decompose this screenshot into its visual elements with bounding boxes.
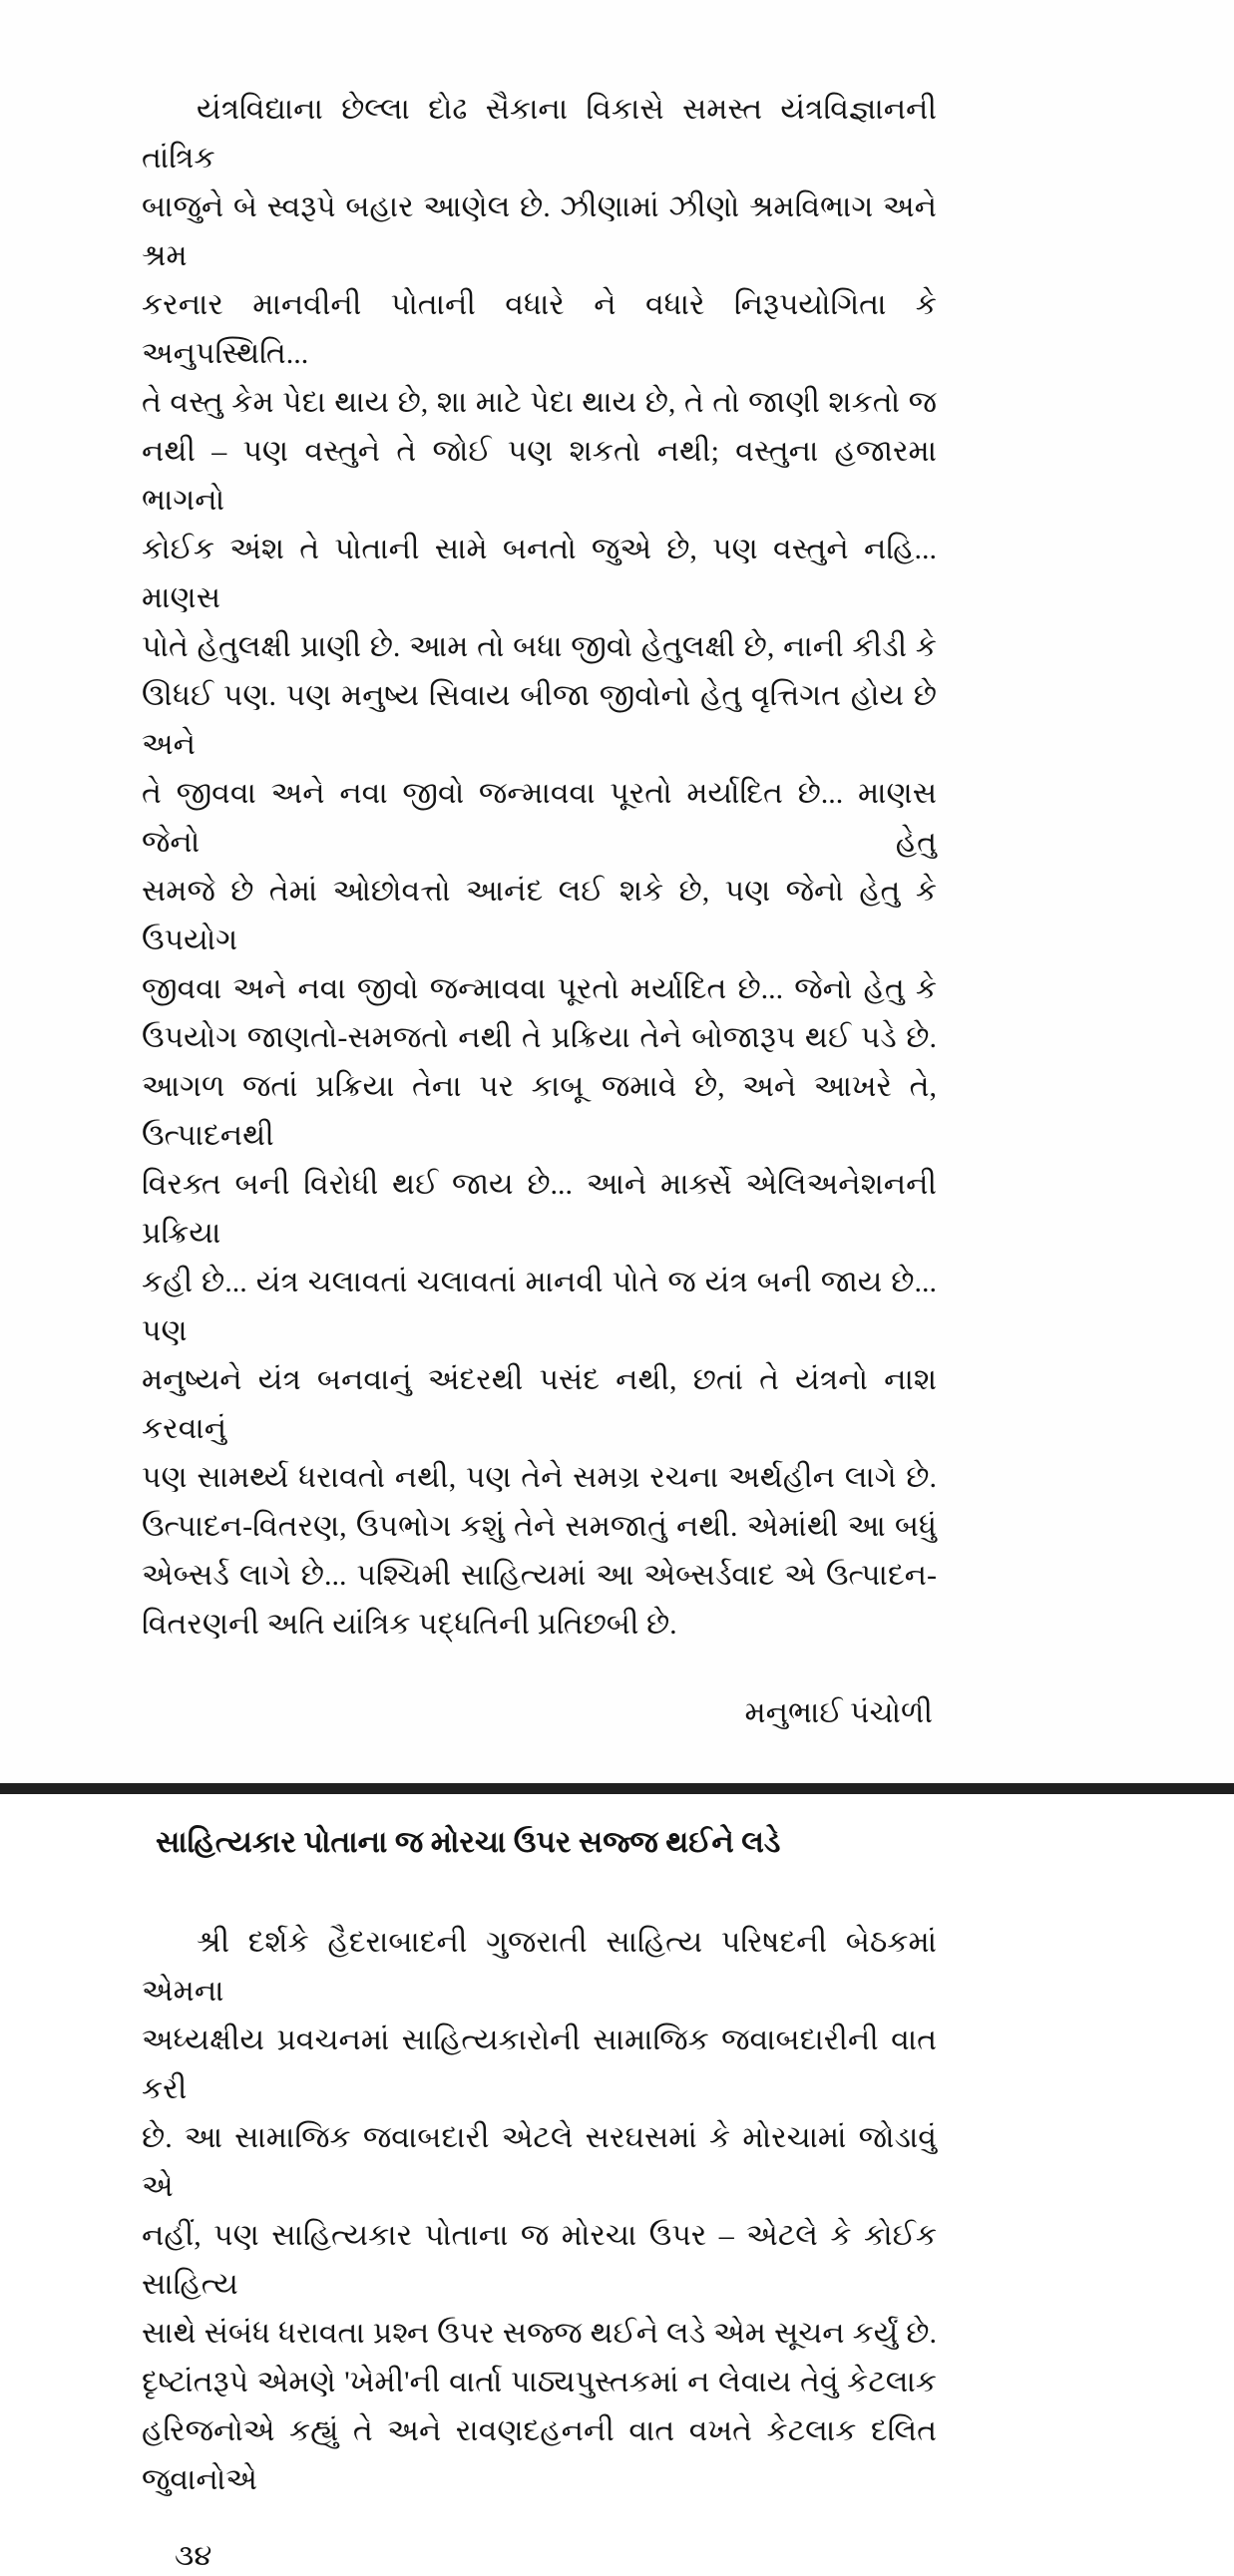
section-line: દૃષ્ટાંતરૂપે એમણે 'ખેમી'ની વાર્તા પાઠ્યપુસ્તકમાં ન લેવાય તેવું કેટલાક <box>142 2366 937 2398</box>
page-number: ૩૪ <box>175 2540 212 2572</box>
quote-line: સમજે છે તેમાં ઓછોવત્તો આનંદ લઈ શકે છે, પણ જેનો હેતુ કે ઉપયોગ <box>142 875 937 956</box>
quote-line: ઉત્પાદન-વિતરણ, ઉપભોગ કશું તેને સમજાતું નથી. એમાંથી આ બધું <box>142 1510 937 1543</box>
quote-line: ઉપયોગ જાણતો-સમજતો નથી તે પ્રક્રિયા તેને બોજારૂપ થઈ પડે છે. <box>142 1021 937 1054</box>
quote-paragraph <box>142 85 937 1649</box>
quote-line: મનુષ્યને યંત્ર બનવાનું અંદરથી પસંદ નથી, છતાં તે યંત્રનો નાશ કરવાનું <box>142 1363 937 1445</box>
quote-line: નથી – પણ વસ્તુને તે જોઈ પણ શકતો નથી; વસ્તુના હજારમા ભાગનો <box>142 435 937 517</box>
quote-line: પોતે હેતુલક્ષી પ્રાણી છે. આમ તો બધા જીવો હેતુલક્ષી છે, નાની કીડી કે <box>142 630 937 663</box>
quote-line: યંત્રવિદ્યાના છેલ્લા દોઢ સૈકાના વિકાસે સમસ્ત યંત્રવિજ્ઞાનની તાંત્રિક <box>142 93 937 175</box>
quote-line: વિતરણની અતિ યાંત્રિક પદ્ધતિની પ્રતિછબી છે. <box>142 1608 677 1641</box>
text-block <box>142 85 937 2576</box>
quote-line: તે જીવવા અને નવા જીવો જન્માવવા પૂરતો મર્યાદિત છે... માણસ જેનો હેતુ <box>142 777 937 859</box>
quote-line: કરનાર માનવીની પોતાની વધારે ને વધારે નિરૂપયોગિતા કે અનુપસ્થિતિ... <box>142 288 937 370</box>
quote-line: આગળ જતાં પ્રક્રિયા તેના પર કાબૂ જમાવે છે, અને આખરે તે, ઉત્પાદનથી <box>142 1070 937 1152</box>
quote-line: એબ્સર્ડ લાગે છે... પશ્ચિમી સાહિત્યમાં આ એબ્સર્ડવાદ એ ઉત્પાદન- <box>142 1559 937 1592</box>
section-line: અધ્યક્ષીય પ્રવચનમાં સાહિત્યકારોની સામાજિક જવાબદારીની વાત કરી <box>142 2024 937 2105</box>
section-line: હરિજનોએ કહ્યું તે અને રાવણદહનની વાત વખતે કેટલાક દલિત જુવાનોએ <box>142 2414 937 2496</box>
section-line: શ્રી દર્શકે હૈદરાબાદની ગુજરાતી સાહિત્ય પરિષદની બેઠકમાં એમના <box>142 1926 937 2008</box>
quote-line: વિરક્ત બની વિરોધી થઈ જાય છે... આને માર્ક્સે એલિઅનેશનની પ્રક્રિયા <box>142 1168 937 1250</box>
quote-line: કોઈક અંશ તે પોતાની સામે બનતો જુએ છે, પણ વસ્તુને નહિ... માણસ <box>142 533 937 614</box>
section-heading: સાહિત્યકાર પોતાના જ મોરચા ઉપર સજ્જ થઈને લડે <box>156 1826 781 1859</box>
quote-line: બાજુને બે સ્વરૂપે બહાર આણેલ છે. ઝીણામાં ઝીણો શ્રમવિભાગ અને શ્રમ <box>142 190 937 272</box>
quote-line: તે વસ્તુ કેમ પેદા થાય છે, શા માટે પેદા થાય છે, તે તો જાણી શકતો જ <box>142 386 937 419</box>
section-line: નહીં, પણ સાહિત્યકાર પોતાના જ મોરચા ઉપર – એટલે કે કોઈક સાહિત્ય <box>142 2219 937 2301</box>
quote-line: પણ સામર્થ્ય ધરાવતો નથી, પણ તેને સમગ્ર રચના અર્થહીન લાગે છે. <box>142 1461 937 1494</box>
quote-attribution: મનુભાઈ પંચોળી <box>744 1696 933 1729</box>
section-line: સાથે સંબંધ ધરાવતા પ્રશ્ન ઉપર સજ્જ થઈને લડે એમ સૂચન કર્યું છે. <box>142 2317 937 2350</box>
quote-line: કહી છે... યંત્ર ચલાવતાં ચલાવતાં માનવી પોતે જ યંત્ર બની જાય છે... પણ <box>142 1266 937 1347</box>
quote-line: ઊધઈ પણ. પણ મનુષ્ય સિવાય બીજા જીવોનો હેતુ વૃત્તિગત હોય છે અને <box>142 679 937 761</box>
quote-line: જીવવા અને નવા જીવો જન્માવવા પૂરતો મર્યાદિત છે... જેનો હેતુ કે <box>142 972 937 1005</box>
section-line: છે. આ સામાજિક જવાબદારી એટલે સરઘસમાં કે મોરચામાં જોડાવું એ <box>142 2121 937 2203</box>
scan-bottom-edge <box>0 1783 1234 1794</box>
section-paragraph <box>142 1918 937 2504</box>
